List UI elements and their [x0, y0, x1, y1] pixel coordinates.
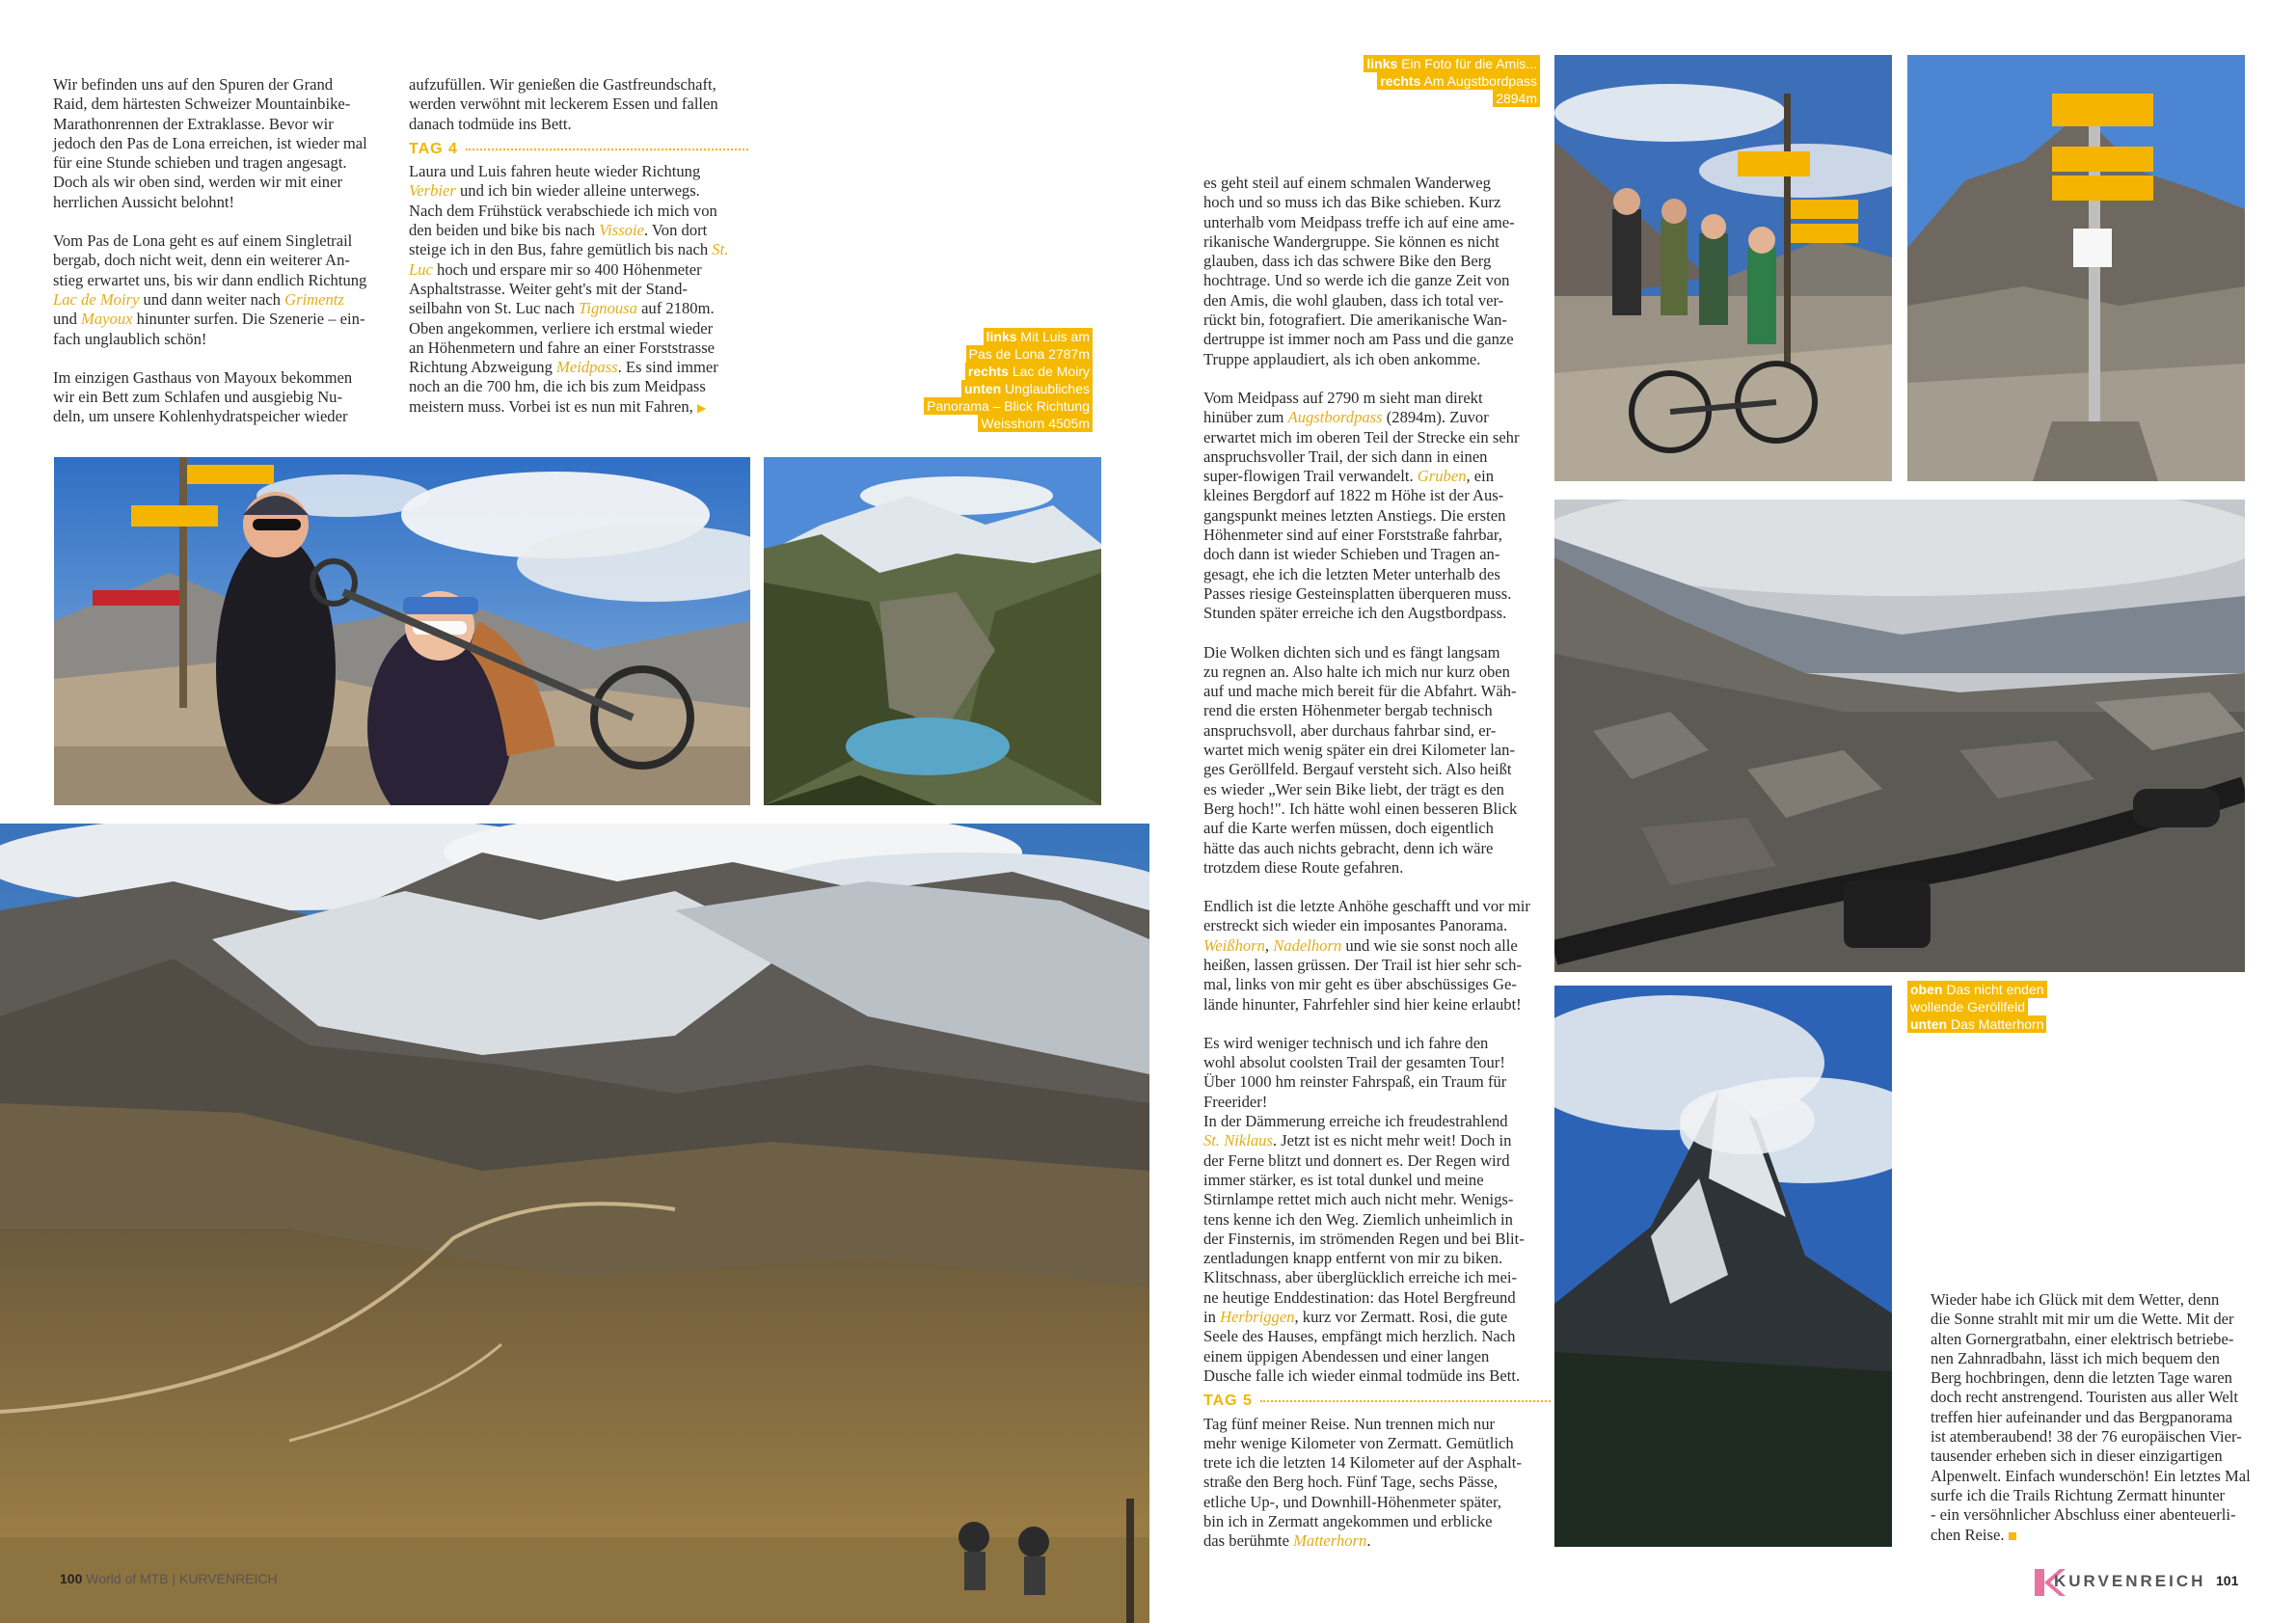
paragraph: Die Wolken dichten sich und es fängt langsam zu regnen an. Also halte ich mich nur kurz oben auf und mache mich bereit für die Abfahrt. Wäh- rend die ersten Höhenmeter bergab technisch anspruchsvoll, aber durchaus fahrbar sind, er- wartet mich wenig später ein drei Kilometer lan- ges Geröllfeld. Bergauf versteht sich. Also heißt es wieder „Wer sein Bike liebt, der trägt es den Berg hoch!". Ich hätte wohl einen besseren Blick auf die Karte werfen müssen, doch eigentlich hätte das auch nichts gebracht, denn ich wäre trotzdem diese Route gefahren.	[1203, 642, 1518, 877]
photo-matterhorn	[1554, 986, 1892, 1547]
day-heading-5: TAG 5	[1203, 1392, 1551, 1411]
photo-lac-de-moiry	[764, 457, 1101, 805]
place-st-luc: St. Luc	[409, 240, 729, 279]
place-st-niklaus: St. Niklaus	[1203, 1131, 1273, 1150]
article-column-3	[1203, 174, 1551, 1552]
photo-caption-left: links Mit Luis am Pas de Lona 2787m rechts Lac de Moiry unten Unglaubliches Panorama – Blick Richtung Weisshorn 4505m	[924, 328, 1093, 432]
panorama-photo-illustration	[0, 824, 1149, 1623]
rockfield-photo-illustration	[1554, 500, 2245, 972]
photo-american-hikers	[1554, 55, 1892, 481]
hikers-photo-illustration	[1554, 55, 1892, 481]
paragraph: Wieder habe ich Glück mit dem Wetter, denn die Sonne strahlt mit mir um die Wette. Mit der alten Gornergratbahn, einer elektrisch betriebe- nen Zahnradbahn, lässt ich mich bequem den Berg hochbringen, denn die letzten Tage waren doch recht anstrengend. Touristen aus aller Welt treffen hier aufeinander und das Bergpanorama ist atemberaubend! 38 der 76 europäischen Vier- tausender erheben sich in dieser einzigartigen Alpenwelt. Einfach wunderschön! Ein letztes Mal surfe ich die Trails Richtung Zermatt hinunter - ein versöhnlicher Abschluss einer abenteuerli- chen Reise.	[1931, 1290, 2251, 1544]
paragraph: es geht steil auf einem schmalen Wanderweg hoch und so muss ich das Bike schieben. Kurz unterhalb vom Meidpass treffe ich auf eine ame- rikanische Wandergruppe. Sie können es nicht glauben, dass ich das schwere Bike den Berg hochtrage. Und so werde ich die ganze Zeit von den Amis, die wohl glauben, dass ich total ver- rückt bin, fotografiert. Die amerikanische Wan- dertruppe ist immer noch am Pass und die ganze Truppe applaudiert, als ich oben ankomme.	[1203, 174, 1515, 368]
place-mayoux: Mayoux	[81, 310, 133, 329]
day-heading-4: TAG 4	[409, 140, 748, 159]
photo-rock-field	[1554, 500, 2245, 972]
paragraph: aufzufüllen. Wir genießen die Gastfreundschaft, werden verwöhnt mit leckerem Essen und fallen danach todmüde ins Bett.	[409, 75, 718, 133]
place-lac-de-moiry: Lac de Moiry	[53, 289, 140, 309]
page-footer-left	[60, 1571, 278, 1586]
photo-bikers-pas-de-lona	[54, 457, 750, 805]
magazine-section: World of MTB | KURVENREICH	[86, 1571, 278, 1586]
signpost-photo-illustration	[1907, 55, 2245, 481]
matterhorn-photo-illustration	[1554, 986, 1892, 1547]
photo-augstbordpass-sign	[1907, 55, 2245, 481]
place-grimentz: Grimentz	[284, 289, 344, 309]
article-end-mark-icon	[2009, 1532, 2016, 1540]
brand-kurvenreich: KURVENREICH	[2054, 1572, 2206, 1590]
paragraph: Vom Pas de Lona geht es auf einem Singletrail bergab, doch nicht weit, denn ein weiterer An- stieg erwartet uns, bis wir dann endlich Richtung Lac de Moiry und dann weiter nach Grimentz und Mayoux hinunter surfen. Die Szenerie – ein- fach unglaublich schön!	[53, 231, 367, 348]
place-vissoie: Vissoie	[599, 221, 644, 240]
article-column-2	[409, 75, 748, 418]
page-number-right: 101	[2216, 1573, 2239, 1588]
lake-photo-illustration	[764, 457, 1101, 805]
paragraph: Vom Meidpass auf 2790 m sieht man direkt hinüber zum Augstbordpass (2894m). Zuvor erwartet mich im oberen Teil der Strecke ein sehr anspruchsvoller Trail, der sich dann in einen super-flowigen Trail verwandelt. Gruben, ein kleines Bergdorf auf 1822 m Höhe ist der Aus- gangspunkt meines letzten Anstiegs. Die ersten Höhenmeter sind auf einer Forststraße fahrbar, doch dann ist wieder Schieben und Tragen an- gesagt, ehe ich die letzten Meter unterhalb des Passes riesige Gesteinsplatten überqueren muss. Stunden später erreiche ich den Augstbordpass.	[1203, 388, 1520, 623]
paragraph: Es wird weniger technisch und ich fahre den wohl absolut coolsten Trail der gesamten Tour! Über 1000 hm reinster Fahrspaß, ein Traum für Freerider! In der Dämmerung erreiche ich freudestrahlend St. Niklaus. Jetzt ist es nicht mehr weit! Doch in der Ferne blitzt und donnert es. Der Regen wird immer stärker, es ist total dunkel und meine Stirnlampe rettet mich auch nicht mehr. Wenigs- tens kenne ich den Weg. Ziemlich unheimlich in der Finsternis, im strömenden Regen und bei Blit- zentladungen knapp entfernt von mir zu biken. Klitschnass, aber überglücklich erreiche ich mei- ne heutige Enddestination: das Hotel Bergfreund in Herbriggen, kurz vor Zermatt. Rosi, die gute Seele des Hauses, empfängt mich herzlich. Nach einem üppigen Abendessen und einer langen Dusche falle ich wieder einmal todmüde ins Bett.	[1203, 1033, 1525, 1385]
paragraph: Endlich ist die letzte Anhöhe geschafft und vor mir erstreckt sich wieder ein imposantes Panorama. Weißhorn, Nadelhorn und wie sie sonst noch alle heißen, lassen grüssen. Der Trail ist hier sehr sch- mal, links von mir geht es über abschüssiges Ge- lände hinunter, Fahrfehler sind hier keine erlaubt!	[1203, 897, 1530, 1014]
place-matterhorn: Matterhorn	[1293, 1531, 1367, 1551]
place-gruben: Gruben	[1417, 467, 1467, 486]
place-augstbordpass: Augstbordpass	[1287, 408, 1383, 427]
photo-caption-mid-right: oben Das nicht enden wollende Geröllfeld unten Das Matterhorn	[1907, 981, 2047, 1033]
paragraph: Tag fünf meiner Reise. Nun trennen mich nur mehr wenige Kilometer von Zermatt. Gemütlich trete ich die letzten 14 Kilometer auf der Asphalt- straße den Berg hoch. Fünf Tage, sechs Pässe, etliche Up-, und Downhill-Höhenmeter später, bin ich in Zermatt angekommen und erblicke das berühmte Matterhorn.	[1203, 1414, 1522, 1551]
paragraph: Im einzigen Gasthaus von Mayoux bekommen wir ein Bett zum Schlafen und ausgiebig Nu- deln, um unsere Kohlenhydratspeicher wieder	[53, 367, 353, 426]
article-column-1	[53, 75, 381, 427]
paragraph: Wir befinden uns auf den Spuren der Grand Raid, dem härtesten Schweizer Mountainbike- Marathonrennen der Extraklasse. Bevor wir jedoch den Pas de Lona erreichen, ist wieder mal für eine Stunde schieben und tragen angesagt. Doch als wir oben sind, werden wir mit einer herrlichen Aussicht belohnt!	[53, 75, 367, 211]
bikers-photo-illustration	[54, 457, 750, 805]
article-column-4	[1931, 1290, 2258, 1545]
continue-arrow-icon: ▶	[696, 400, 707, 415]
place-nadelhorn: Nadelhorn	[1273, 935, 1342, 955]
place-meidpass: Meidpass	[556, 358, 618, 377]
place-verbier: Verbier	[409, 181, 456, 201]
place-herbriggen: Herbriggen	[1220, 1308, 1295, 1327]
place-weisshorn: Weißhorn	[1203, 935, 1265, 955]
photo-caption-top-right: links Ein Foto für die Amis... rechts Am Augstbordpass 2894m	[1364, 55, 1540, 107]
photo-panorama-weisshorn	[0, 824, 1149, 1623]
place-tignousa: Tignousa	[579, 299, 637, 318]
paragraph: Laura und Luis fahren heute wieder Richtung Verbier und ich bin wieder alleine unterwegs. Nach dem Frühstück verabschiede ich mich von den beiden und bike bis nach Vissoie. Von dort steige ich in den Bus, fahre gemütlich bis nach St. Luc hoch und erspare mir so 400 Höhenmeter Asphaltstrasse. Weiter geht's mit der Stand- seilbahn von St. Luc nach Tignousa auf 2180m. Oben angekommen, verliere ich erstmal wieder an Höhenmetern und fahre an einer Forststrasse Richtung Abzweigung Meidpass. Es sind immer noch an die 700 hm, die ich bis zum Meidpass meistern muss. Vorbei ist es nun mit Fahren, ▶	[409, 162, 729, 416]
page-number-left: 100	[60, 1571, 83, 1586]
